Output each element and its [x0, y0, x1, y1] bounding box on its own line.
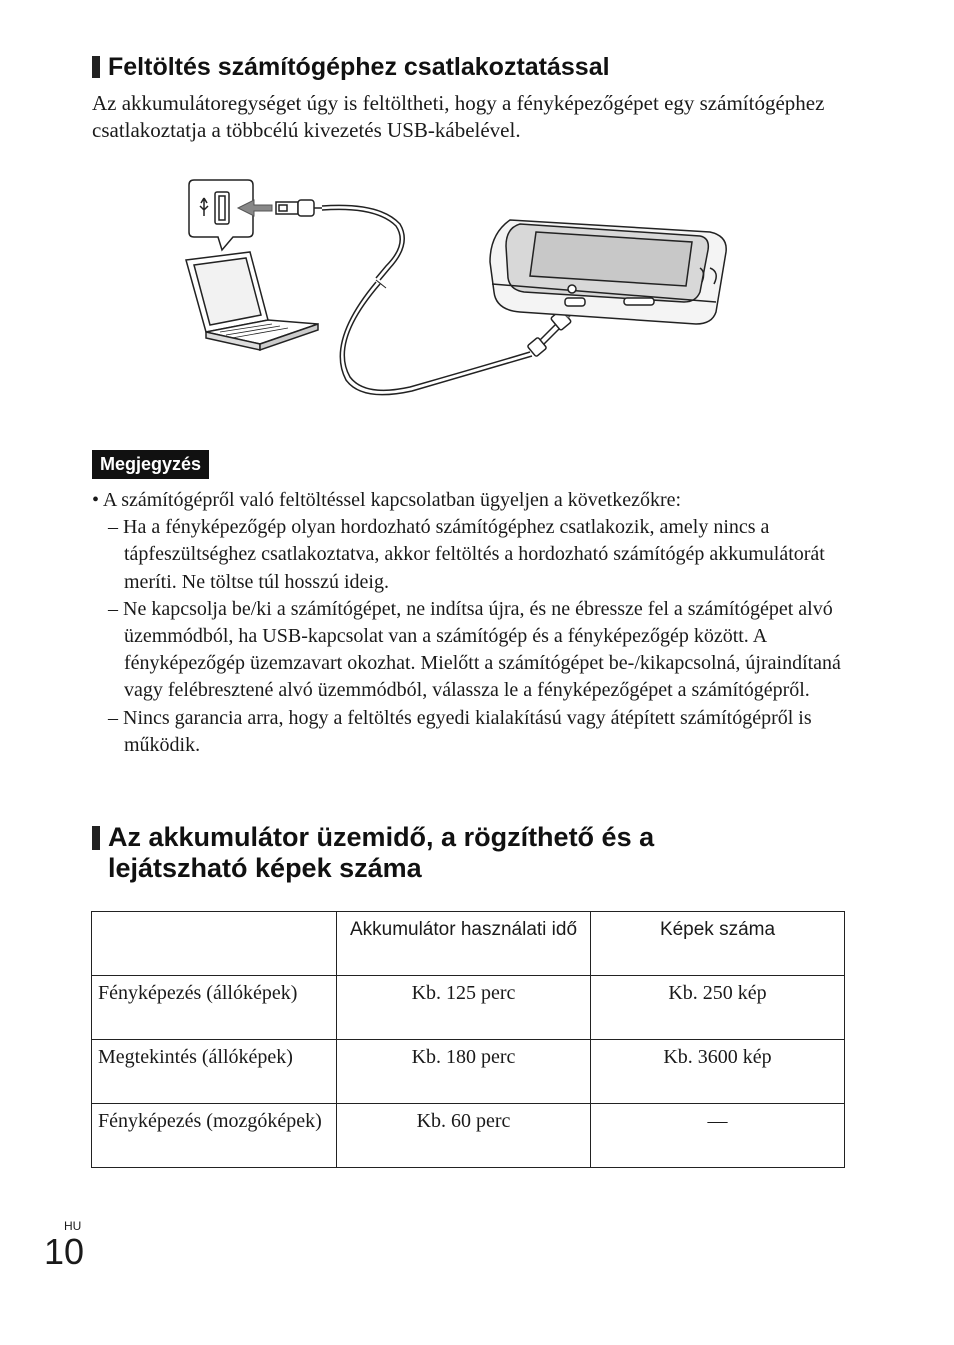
table-row [92, 1040, 845, 1104]
battery-life-table [91, 911, 845, 1168]
table-cell: Fényképezés (mozgóképek) [92, 1104, 337, 1168]
page-number: 10 [44, 1231, 85, 1272]
heading-text: Feltöltés számítógéphez csatlakoztatással [108, 53, 610, 81]
table-cell: Kb. 250 kép [591, 976, 845, 1040]
note-badge: Megjegyzés [92, 450, 209, 479]
table-header-cell: Képek száma [591, 912, 845, 976]
section-heading-battery-life [92, 822, 852, 884]
laptop-icon [186, 252, 318, 350]
language-code: HU [64, 1219, 82, 1233]
notes-list [92, 487, 852, 759]
note-bullet: • A számítógépről való feltöltéssel kapcsolatban ügyeljen a következőkre: [92, 489, 682, 511]
note-item: – Ne kapcsolja be/ki a számítógépet, ne indítsa újra, és ne ébressze fel a számítógépet alvó üzemmódból, ha USB-kapcsolat van a számítógép és a fényképezőgép között. A fényképezőgép üzemzavart okozhat. Mielőtt a számítógépet be-/kikapcsolná, újraindítaná vagy felébresztené alvó üzemmódból, válassza le a fényképezőgépet a számítógépről. [108, 597, 841, 702]
usb-connection-illustration [180, 172, 740, 412]
usb-icon [189, 180, 253, 250]
heading-marker-icon [92, 56, 100, 78]
table-cell: Kb. 60 perc [337, 1104, 591, 1168]
table-cell: Megtekintés (állóképek) [92, 1040, 337, 1104]
camera-icon [490, 220, 726, 324]
table-row [92, 976, 845, 1040]
note-item: – Ha a fényképezőgép olyan hordozható számítógéphez csatlakozik, amely nincs a tápfeszültséghez csatlakoztatva, akkor feltöltés a hordozható számítógép akkumulátorát meríti. Ne töltse túl hosszú ideig. [108, 516, 825, 593]
table-cell: — [591, 1104, 845, 1168]
table-cell: Kb. 3600 kép [591, 1040, 845, 1104]
table-cell: Kb. 180 perc [337, 1040, 591, 1104]
section-heading-charging [92, 52, 610, 82]
heading-text-line2: lejátszható képek száma [108, 853, 422, 883]
table-cell: Kb. 125 perc [337, 976, 591, 1040]
table-header-cell [92, 912, 337, 976]
heading-marker-icon [92, 826, 100, 850]
table-header-row [92, 912, 845, 976]
note-item: – Nincs garancia arra, hogy a feltöltés egyedi kialakítású vagy átépített számítógépről is működik. [108, 706, 812, 756]
intro-paragraph: Az akkumulátoregységet úgy is feltöltheti, hogy a fényképezőgépet egy számítógéphez csatlakoztatja a többcélú kivezetés USB-kábelével. [92, 91, 825, 142]
table-row [92, 1104, 845, 1168]
table-cell: Fényképezés (állóképek) [92, 976, 337, 1040]
heading-text-line1: Az akkumulátor üzemidő, a rögzíthető és a [108, 822, 655, 852]
table-header-cell: Akkumulátor használati idő [337, 912, 591, 976]
